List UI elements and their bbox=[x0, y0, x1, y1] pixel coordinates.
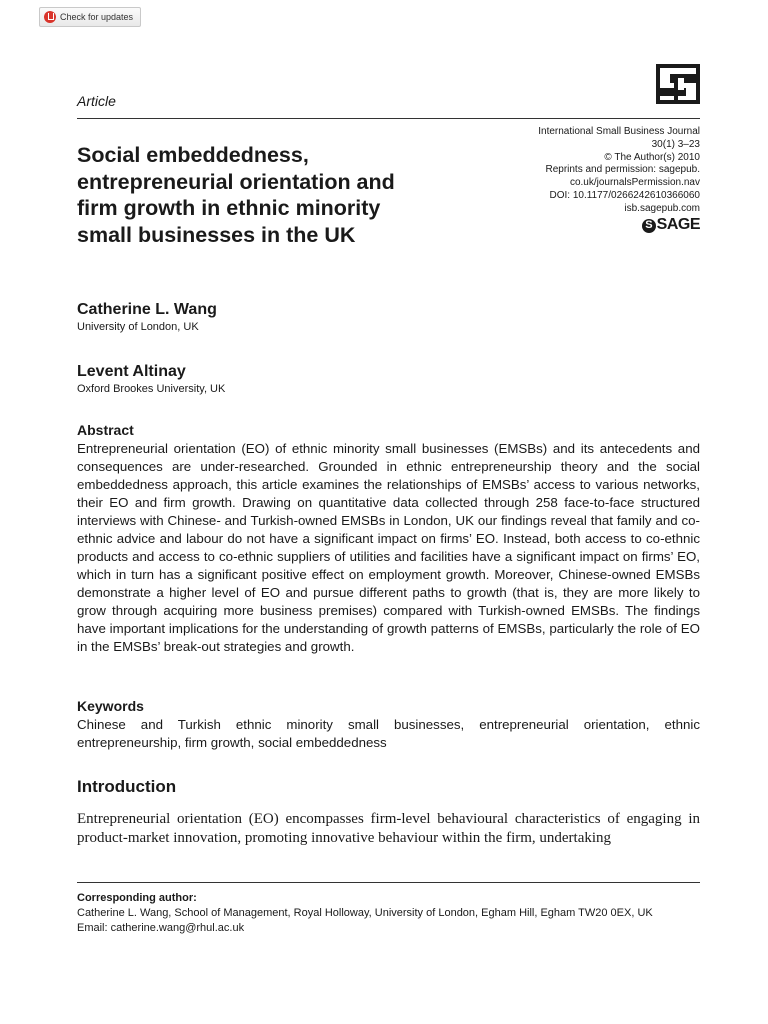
check-for-updates-label: Check for updates bbox=[60, 12, 134, 22]
author-affiliation: University of London, UK bbox=[77, 321, 199, 333]
title-line: entrepreneurial orientation and bbox=[77, 169, 395, 194]
article-title bbox=[77, 142, 477, 248]
author-name: Catherine L. Wang bbox=[77, 301, 217, 318]
title-line: Social embeddedness, bbox=[77, 143, 309, 167]
introduction-text: Entrepreneurial orientation (EO) encompasses firm-level behavioural characteristics of engaging in product-market innovation, promoting innovative behaviour within the firm, undertaking bbox=[77, 811, 700, 846]
journal-reprints: Reprints and permission: sagepub. bbox=[545, 164, 700, 176]
keywords-heading: Keywords bbox=[77, 698, 144, 714]
sage-mark-icon: S bbox=[642, 219, 656, 233]
footnote-rule bbox=[77, 882, 700, 883]
article-type-label: Article bbox=[77, 93, 116, 109]
corresponding-author-footnote bbox=[77, 891, 653, 936]
author-name: Levent Altinay bbox=[77, 363, 186, 380]
journal-website[interactable]: isb.sagepub.com bbox=[624, 202, 700, 214]
journal-copyright: © The Author(s) 2010 bbox=[604, 151, 700, 163]
journal-logo-icon bbox=[656, 64, 700, 104]
journal-volume: 30(1) 3–23 bbox=[651, 138, 700, 150]
journal-doi[interactable]: DOI: 10.1177/0266242610366060 bbox=[549, 189, 700, 201]
journal-name: International Small Business Journal bbox=[538, 126, 700, 137]
footnote-email[interactable]: Email: catherine.wang@rhul.ac.uk bbox=[77, 922, 245, 934]
introduction-heading: Introduction bbox=[77, 777, 177, 796]
journal-meta bbox=[538, 126, 700, 233]
author-affiliation: Oxford Brookes University, UK bbox=[77, 383, 226, 395]
abstract-text: Entrepreneurial orientation (EO) of ethnic minority small businesses (EMSBs) and its antecedents and consequences are under-researched. Grounded in ethnic entrepreneurship theory and the social embeddedness approach, this article examines the relationships of EMSBs’ access to various networks, their EO and firm growth. Drawing on quantitative data collected through 258 face-to-face structured interviews with Chinese- and Turkish-owned EMSBs in London, UK our findings reveal that family and co-ethnic advice and labour do not have a significant impact on firms’ EO. Instead, both access to co-ethnic products and access to co-ethnic suppliers of utilities and facilities have a significant impact on firms’ EO, which in turn has a significant positive effect on employment growth. Moreover, Chinese-owned EMSBs demonstrate a higher level of EO and pursue different paths to growth (that is, they are more likely to grow through acquiring more business premises) compared with Turkish-owned EMSBs. The findings have important implications for the understanding of growth patterns of EMSBs, particularly the role of EO in the EMSBs’ break-out strategies and growth. bbox=[77, 441, 700, 654]
title-line: small businesses in the UK bbox=[77, 222, 356, 247]
title-line: firm growth in ethnic minority bbox=[77, 196, 381, 220]
header-rule bbox=[77, 118, 700, 119]
check-for-updates-button[interactable] bbox=[39, 7, 141, 27]
footnote-address: Catherine L. Wang, School of Management, Royal Holloway, University of London, Egham Hill, Egham TW20 0EX, UK bbox=[77, 907, 653, 919]
check-updates-icon bbox=[44, 11, 56, 23]
abstract-heading: Abstract bbox=[77, 422, 134, 438]
keywords-text: Chinese and Turkish ethnic minority small businesses, entrepreneurial orientation, ethnic entrepreneurship, firm growth, social embeddedness bbox=[77, 717, 700, 750]
sage-logo bbox=[642, 216, 700, 234]
footnote-label: Corresponding author: bbox=[77, 892, 197, 904]
journal-permissions-link[interactable]: co.uk/journalsPermission.nav bbox=[569, 177, 700, 189]
sage-logo-text: SAGE bbox=[656, 216, 700, 234]
